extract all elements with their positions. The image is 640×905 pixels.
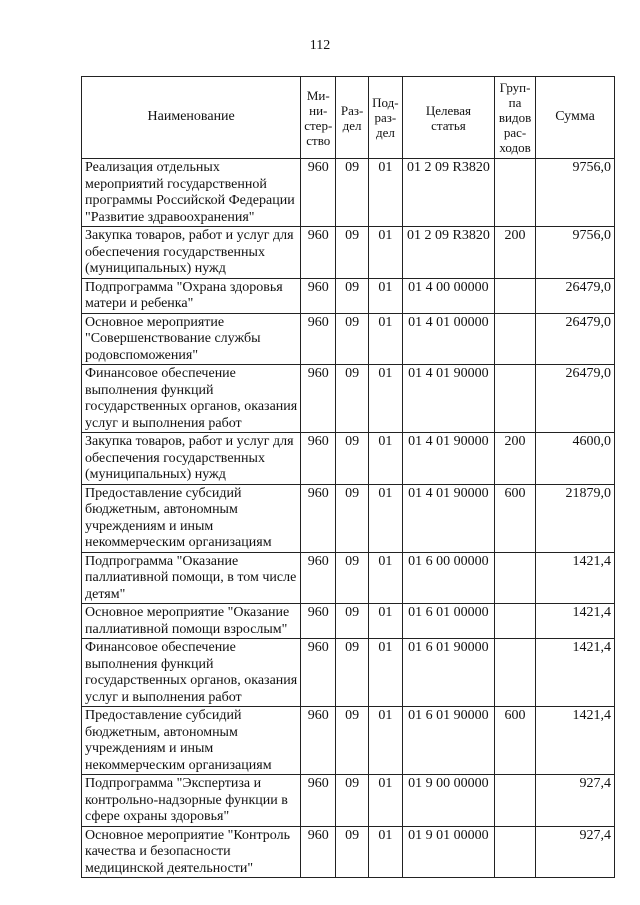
cell-subsection: 01 [368, 159, 402, 227]
cell-name: Закупка товаров, работ и услуг для обеспечения государственных (муниципальных) нужд [82, 227, 301, 279]
cell-amount: 927,4 [536, 775, 615, 827]
cell-amount: 9756,0 [536, 227, 615, 279]
cell-section: 09 [336, 707, 369, 775]
table-row [82, 552, 615, 604]
cell-section: 09 [336, 484, 369, 552]
cell-section: 09 [336, 313, 369, 365]
cell-subsection: 01 [368, 227, 402, 279]
cell-target-article: 01 4 00 00000 [402, 278, 494, 313]
budget-table [81, 76, 615, 878]
cell-expense-group [495, 552, 536, 604]
header-subsection: Под- раз- дел [368, 77, 402, 159]
cell-ministry: 960 [301, 313, 336, 365]
cell-target-article: 01 4 01 90000 [402, 365, 494, 433]
cell-amount: 1421,4 [536, 552, 615, 604]
cell-subsection: 01 [368, 639, 402, 707]
cell-subsection: 01 [368, 826, 402, 878]
table-row [82, 433, 615, 485]
cell-amount: 1421,4 [536, 707, 615, 775]
cell-target-article: 01 2 09 R3820 [402, 227, 494, 279]
cell-amount: 26479,0 [536, 313, 615, 365]
table-row [82, 604, 615, 639]
page-number: 112 [309, 38, 331, 53]
cell-subsection: 01 [368, 433, 402, 485]
cell-ministry: 960 [301, 433, 336, 485]
cell-section: 09 [336, 826, 369, 878]
cell-ministry: 960 [301, 227, 336, 279]
header-amount: Сумма [536, 77, 615, 159]
table-body [82, 159, 615, 878]
cell-ministry: 960 [301, 826, 336, 878]
table-row [82, 365, 615, 433]
cell-section: 09 [336, 433, 369, 485]
cell-amount: 1421,4 [536, 639, 615, 707]
cell-expense-group [495, 159, 536, 227]
cell-subsection: 01 [368, 278, 402, 313]
cell-name: Финансовое обеспечение выполнения функций государственных органов, оказания услуг и выполнения работ [82, 639, 301, 707]
cell-subsection: 01 [368, 775, 402, 827]
cell-target-article: 01 6 01 90000 [402, 639, 494, 707]
cell-ministry: 960 [301, 707, 336, 775]
cell-target-article: 01 4 01 90000 [402, 484, 494, 552]
cell-expense-group [495, 278, 536, 313]
cell-name: Предоставление субсидий бюджетным, автономным учреждениям и иным некоммерческим организациям [82, 707, 301, 775]
header-name: Наименование [82, 77, 301, 159]
cell-name: Подпрограмма "Экспертиза и контрольно-надзорные функции в сфере охраны здоровья" [82, 775, 301, 827]
table-row [82, 484, 615, 552]
cell-subsection: 01 [368, 707, 402, 775]
cell-target-article: 01 6 00 00000 [402, 552, 494, 604]
cell-expense-group [495, 639, 536, 707]
cell-ministry: 960 [301, 552, 336, 604]
cell-name: Закупка товаров, работ и услуг для обеспечения государственных (муниципальных) нужд [82, 433, 301, 485]
cell-target-article: 01 9 00 00000 [402, 775, 494, 827]
cell-expense-group: 200 [495, 433, 536, 485]
cell-target-article: 01 4 01 00000 [402, 313, 494, 365]
cell-expense-group [495, 775, 536, 827]
header-target-article: Целевая статья [402, 77, 494, 159]
cell-amount: 21879,0 [536, 484, 615, 552]
table-row [82, 159, 615, 227]
cell-subsection: 01 [368, 604, 402, 639]
table-row [82, 278, 615, 313]
header-section: Раз- дел [336, 77, 369, 159]
cell-ministry: 960 [301, 159, 336, 227]
cell-subsection: 01 [368, 365, 402, 433]
cell-target-article: 01 6 01 00000 [402, 604, 494, 639]
table-row [82, 313, 615, 365]
cell-ministry: 960 [301, 639, 336, 707]
cell-section: 09 [336, 227, 369, 279]
cell-amount: 927,4 [536, 826, 615, 878]
cell-section: 09 [336, 159, 369, 227]
cell-amount: 26479,0 [536, 365, 615, 433]
cell-expense-group [495, 365, 536, 433]
table-header-row [82, 77, 615, 159]
cell-expense-group [495, 826, 536, 878]
cell-expense-group [495, 604, 536, 639]
cell-target-article: 01 2 09 R3820 [402, 159, 494, 227]
cell-name: Подпрограмма "Оказание паллиативной помощи, в том числе детям" [82, 552, 301, 604]
cell-ministry: 960 [301, 484, 336, 552]
cell-target-article: 01 4 01 90000 [402, 433, 494, 485]
cell-section: 09 [336, 775, 369, 827]
cell-section: 09 [336, 552, 369, 604]
cell-target-article: 01 6 01 90000 [402, 707, 494, 775]
cell-amount: 4600,0 [536, 433, 615, 485]
cell-ministry: 960 [301, 278, 336, 313]
cell-subsection: 01 [368, 313, 402, 365]
cell-amount: 26479,0 [536, 278, 615, 313]
cell-name: Реализация отдельных мероприятий государственной программы Российской Федерации "Развитие здравоохранения" [82, 159, 301, 227]
cell-name: Основное мероприятие "Контроль качества и безопасности медицинской деятельности" [82, 826, 301, 878]
cell-section: 09 [336, 278, 369, 313]
cell-name: Предоставление субсидий бюджетным, автономным учреждениям и иным некоммерческим организациям [82, 484, 301, 552]
table-row [82, 227, 615, 279]
cell-section: 09 [336, 365, 369, 433]
cell-subsection: 01 [368, 552, 402, 604]
cell-ministry: 960 [301, 775, 336, 827]
cell-ministry: 960 [301, 365, 336, 433]
cell-name: Подпрограмма "Охрана здоровья матери и ребенка" [82, 278, 301, 313]
cell-name: Финансовое обеспечение выполнения функций государственных органов, оказания услуг и выполнения работ [82, 365, 301, 433]
cell-expense-group: 200 [495, 227, 536, 279]
cell-name: Основное мероприятие "Совершенствование службы родовспоможения" [82, 313, 301, 365]
header-ministry: Ми- ни- стер- ство [301, 77, 336, 159]
cell-section: 09 [336, 604, 369, 639]
cell-amount: 1421,4 [536, 604, 615, 639]
header-expense-group: Груп- па видов рас- ходов [495, 77, 536, 159]
cell-expense-group [495, 313, 536, 365]
table-row [82, 707, 615, 775]
cell-name: Основное мероприятие "Оказание паллиативной помощи взрослым" [82, 604, 301, 639]
cell-expense-group: 600 [495, 484, 536, 552]
table-row [82, 639, 615, 707]
cell-section: 09 [336, 639, 369, 707]
table-row [82, 826, 615, 878]
cell-subsection: 01 [368, 484, 402, 552]
cell-amount: 9756,0 [536, 159, 615, 227]
cell-ministry: 960 [301, 604, 336, 639]
cell-expense-group: 600 [495, 707, 536, 775]
table-row [82, 775, 615, 827]
cell-target-article: 01 9 01 00000 [402, 826, 494, 878]
